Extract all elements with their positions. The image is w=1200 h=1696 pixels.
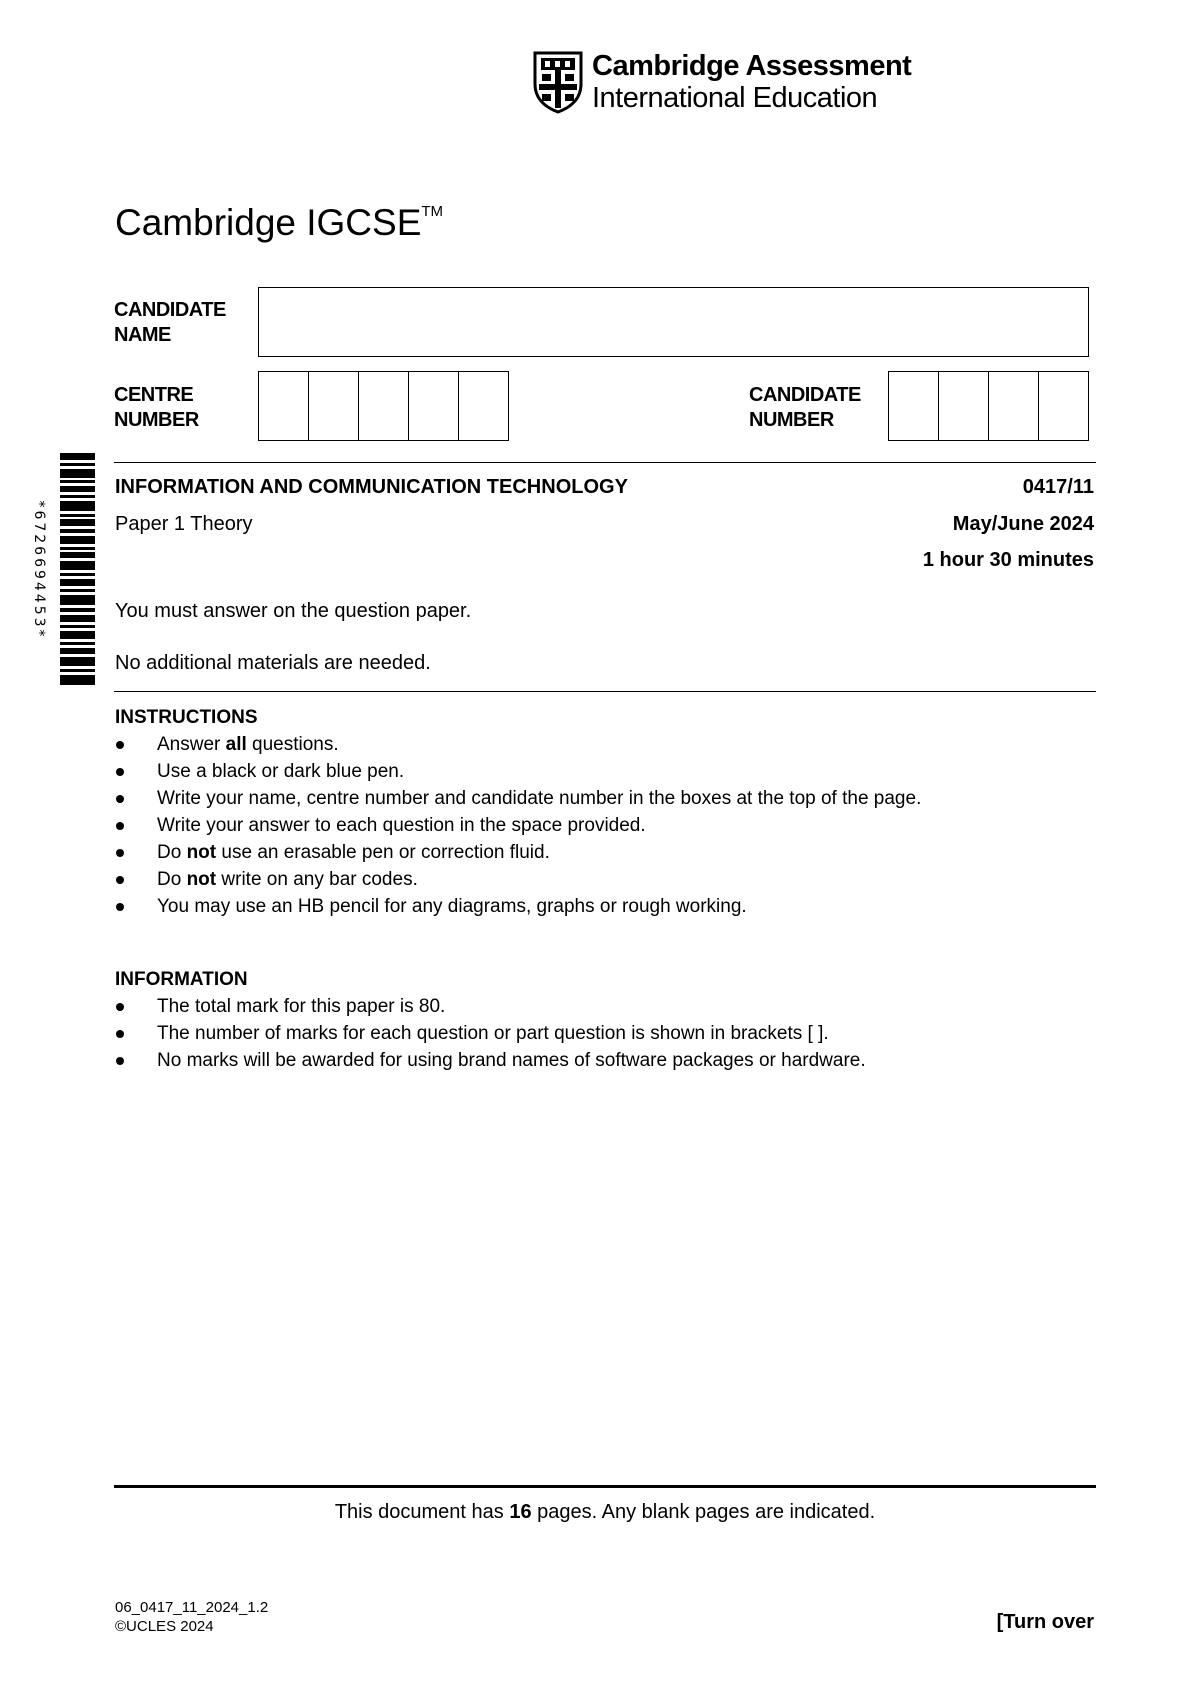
instruction-text: You may use an HB pencil for any diagrams, graphs or rough working. — [157, 896, 747, 917]
candidate-number-label — [749, 383, 861, 433]
page-count-text: This document has — [334, 1501, 510, 1523]
bullet-icon — [116, 822, 124, 830]
bullet-icon — [116, 795, 124, 803]
page-count-text: pages. Any blank pages are indicated. — [531, 1501, 876, 1523]
bullet-icon — [116, 849, 124, 857]
turn-over: [Turn over — [996, 1611, 1094, 1633]
candidate-name-box[interactable] — [258, 287, 1089, 357]
information-list — [114, 993, 866, 1074]
instruction-emphasis: not — [186, 842, 217, 863]
centre-number-digit-box[interactable] — [359, 372, 409, 440]
bullet-icon — [116, 768, 124, 776]
bullet-icon — [116, 1003, 124, 1011]
information-text: The number of marks for each question or part question is shown in brackets [ ]. — [157, 1023, 829, 1044]
centre-number-digit-box[interactable] — [459, 372, 508, 440]
candidate-number-digit-box[interactable] — [989, 372, 1039, 440]
footer-rule — [114, 1485, 1096, 1488]
subject-title: INFORMATION AND COMMUNICATION TECHNOLOGY — [115, 476, 628, 498]
paper-component: Paper 1 Theory — [115, 513, 253, 535]
qualification-name: Cambridge IGCSE — [115, 202, 422, 243]
answer-note: You must answer on the question paper. — [115, 600, 472, 622]
instruction-emphasis: not — [186, 869, 217, 890]
document-code: 06_0417_11_2024_1.2 — [115, 1599, 269, 1616]
exam-session: May/June 2024 — [952, 513, 1094, 535]
barcode-number — [22, 455, 56, 685]
header-rule — [114, 462, 1096, 463]
instruction-item — [114, 731, 921, 758]
instruction-item — [114, 785, 921, 812]
centre-number-label-line2: NUMBER — [114, 409, 199, 431]
centre-number-digit-box[interactable] — [409, 372, 459, 440]
information-text: No marks will be awarded for using brand names of software packages or hardware. — [157, 1050, 866, 1071]
instruction-text: write on any bar codes. — [216, 869, 418, 890]
instruction-text: Use a black or dark blue pen. — [157, 761, 405, 782]
centre-number-boxes — [258, 371, 509, 441]
centre-number-label — [114, 383, 199, 433]
candidate-name-label-line1: CANDIDATE — [114, 299, 226, 321]
information-text: The total mark for this paper is 80. — [157, 996, 446, 1017]
logo-line1: Cambridge Assessment — [592, 50, 912, 82]
instruction-item — [114, 812, 921, 839]
instruction-text: questions. — [246, 734, 339, 755]
paper-code: 0417/11 — [1022, 476, 1094, 498]
candidate-number-digit-box[interactable] — [1039, 372, 1088, 440]
centre-number-label-line1: CENTRE — [114, 384, 194, 406]
instructions-heading: INSTRUCTIONS — [115, 707, 258, 728]
instruction-item — [114, 866, 921, 893]
instruction-emphasis: all — [225, 734, 247, 755]
candidate-number-label-line2: NUMBER — [749, 409, 834, 431]
instruction-text: Write your name, centre number and candidate number in the boxes at the top of the page. — [157, 788, 922, 809]
barcode — [60, 453, 95, 685]
bullet-icon — [116, 903, 124, 911]
candidate-number-digit-box[interactable] — [939, 372, 989, 440]
cambridge-shield-icon — [532, 50, 584, 114]
instruction-text: Do — [157, 842, 187, 863]
instruction-text: use an erasable pen or correction fluid. — [216, 842, 550, 863]
trademark-mark: TM — [421, 202, 444, 220]
bullet-icon — [116, 1030, 124, 1038]
instruction-item — [114, 758, 921, 785]
materials-note: No additional materials are needed. — [115, 652, 431, 674]
exam-duration: 1 hour 30 minutes — [922, 549, 1094, 571]
candidate-number-boxes — [888, 371, 1089, 441]
candidate-name-label-line2: NAME — [114, 324, 171, 346]
information-item — [114, 993, 866, 1020]
logo-line2: International Education — [592, 82, 878, 114]
cambridge-logo — [532, 50, 912, 118]
instruction-text: Write your answer to each question in the space provided. — [157, 815, 646, 836]
candidate-number-digit-box[interactable] — [889, 372, 939, 440]
information-heading: INFORMATION — [115, 969, 248, 990]
instruction-item — [114, 893, 921, 920]
page-count-note — [114, 1501, 1096, 1524]
centre-number-digit-box[interactable] — [309, 372, 359, 440]
centre-number-digit-box[interactable] — [259, 372, 309, 440]
bullet-icon — [116, 1057, 124, 1065]
instruction-item — [114, 839, 921, 866]
candidate-number-label-line1: CANDIDATE — [749, 384, 861, 406]
copyright: ©UCLES 2024 — [115, 1618, 214, 1635]
instructions-list — [114, 731, 921, 920]
information-item — [114, 1047, 866, 1074]
instruction-text: Do — [157, 869, 187, 890]
candidate-name-label — [114, 298, 226, 348]
instruction-text: Answer — [157, 734, 226, 755]
information-item — [114, 1020, 866, 1047]
barcode-number-text: *6726694453* — [31, 500, 47, 640]
bullet-icon — [116, 876, 124, 884]
bullet-icon — [116, 741, 124, 749]
qualification-title — [115, 202, 443, 244]
section-rule — [114, 691, 1096, 692]
page-count-number: 16 — [509, 1501, 532, 1523]
